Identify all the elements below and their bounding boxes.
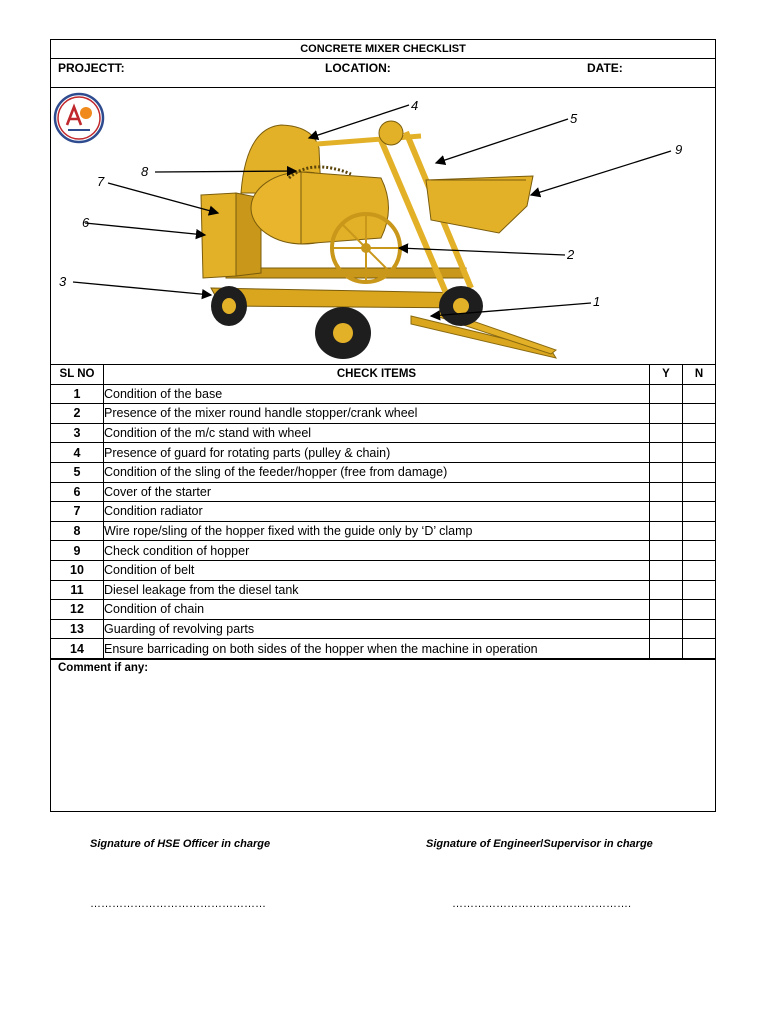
row-number: 3 xyxy=(51,423,104,443)
callout-4: 4 xyxy=(411,98,419,113)
row-check-item: Condition of the m/c stand with wheel xyxy=(104,423,650,443)
yes-checkbox-cell[interactable] xyxy=(650,482,683,502)
row-number: 1 xyxy=(51,384,104,404)
row-check-item: Guarding of revolving parts xyxy=(104,619,650,639)
no-checkbox-cell[interactable] xyxy=(683,482,716,502)
table-row xyxy=(51,619,715,639)
yes-checkbox-cell[interactable] xyxy=(650,639,683,659)
form-title: CONCRETE MIXER CHECKLIST xyxy=(51,40,715,59)
row-number: 6 xyxy=(51,482,104,502)
yes-checkbox-cell[interactable] xyxy=(650,600,683,620)
project-label: PROJECTT: xyxy=(58,61,125,75)
mixer-figure xyxy=(51,88,715,365)
hse-signature-label: Signature of HSE Officer in charge xyxy=(90,838,271,850)
callout-6: 6 xyxy=(82,215,90,230)
row-check-item: Diesel leakage from the diesel tank xyxy=(104,580,650,600)
engineer-signature-label: Signature of Engineer/Supervisor in charge xyxy=(426,838,653,850)
no-checkbox-cell[interactable] xyxy=(683,600,716,620)
callout-9: 9 xyxy=(675,142,683,157)
row-check-item: Cover of the starter xyxy=(104,482,650,502)
yes-checkbox-cell[interactable] xyxy=(650,619,683,639)
yes-checkbox-cell[interactable] xyxy=(650,404,683,424)
row-check-item: Condition radiator xyxy=(104,502,650,522)
row-check-item: Condition of the base xyxy=(104,384,650,404)
no-checkbox-cell[interactable] xyxy=(683,560,716,580)
row-check-item: Condition of chain xyxy=(104,600,650,620)
comment-label: Comment if any: xyxy=(58,661,149,674)
callout-3: 3 xyxy=(59,274,67,289)
callout-7: 7 xyxy=(97,174,105,189)
row-check-item: Condition of belt xyxy=(104,560,650,580)
no-checkbox-cell[interactable] xyxy=(683,443,716,463)
yes-checkbox-cell[interactable] xyxy=(650,443,683,463)
row-number: 5 xyxy=(51,462,104,482)
no-checkbox-cell[interactable] xyxy=(683,502,716,522)
location-label: LOCATION: xyxy=(325,61,391,75)
col-yes: Y xyxy=(650,365,683,384)
no-checkbox-cell[interactable] xyxy=(683,384,716,404)
table-row xyxy=(51,404,715,424)
row-check-item: Presence of the mixer round handle stopper/crank wheel xyxy=(104,404,650,424)
yes-checkbox-cell[interactable] xyxy=(650,580,683,600)
row-check-item: Wire rope/sling of the hopper fixed with the guide only by ‘D’ clamp xyxy=(104,521,650,541)
no-checkbox-cell[interactable] xyxy=(683,541,716,561)
row-number: 14 xyxy=(51,639,104,659)
comment-section[interactable] xyxy=(51,659,715,811)
table-row xyxy=(51,462,715,482)
concrete-mixer-image xyxy=(51,88,715,364)
callout-2: 2 xyxy=(567,247,575,262)
no-checkbox-cell[interactable] xyxy=(683,521,716,541)
table-row xyxy=(51,541,715,561)
no-checkbox-cell[interactable] xyxy=(683,404,716,424)
row-check-item: Presence of guard for rotating parts (pulley & chain) xyxy=(104,443,650,463)
row-number: 9 xyxy=(51,541,104,561)
yes-checkbox-cell[interactable] xyxy=(650,423,683,443)
row-number: 12 xyxy=(51,600,104,620)
yes-checkbox-cell[interactable] xyxy=(650,462,683,482)
no-checkbox-cell[interactable] xyxy=(683,423,716,443)
no-checkbox-cell[interactable] xyxy=(683,619,716,639)
row-check-item: Check condition of hopper xyxy=(104,541,650,561)
table-row xyxy=(51,482,715,502)
col-no: N xyxy=(683,365,716,384)
row-number: 8 xyxy=(51,521,104,541)
table-header-row xyxy=(51,365,715,384)
table-row xyxy=(51,580,715,600)
table-row xyxy=(51,600,715,620)
engineer-signature-line[interactable]: …………………………………………. xyxy=(452,898,632,910)
yes-checkbox-cell[interactable] xyxy=(650,521,683,541)
col-sl-no: SL NO xyxy=(51,365,104,384)
date-label: DATE: xyxy=(587,61,623,75)
table-row xyxy=(51,384,715,404)
row-number: 7 xyxy=(51,502,104,522)
row-check-item: Condition of the sling of the feeder/hopper (free from damage) xyxy=(104,462,650,482)
row-check-item: Ensure barricading on both sides of the hopper when the machine in operation xyxy=(104,639,650,659)
yes-checkbox-cell[interactable] xyxy=(650,502,683,522)
yes-checkbox-cell[interactable] xyxy=(650,384,683,404)
table-row xyxy=(51,521,715,541)
row-number: 10 xyxy=(51,560,104,580)
no-checkbox-cell[interactable] xyxy=(683,462,716,482)
header-info-row xyxy=(51,59,715,88)
row-number: 4 xyxy=(51,443,104,463)
hse-signature-line[interactable]: ………………………………………… xyxy=(90,898,266,910)
row-number: 2 xyxy=(51,404,104,424)
row-number: 11 xyxy=(51,580,104,600)
no-checkbox-cell[interactable] xyxy=(683,580,716,600)
callout-5: 5 xyxy=(570,111,578,126)
table-row xyxy=(51,443,715,463)
yes-checkbox-cell[interactable] xyxy=(650,541,683,561)
col-check-items: CHECK ITEMS xyxy=(104,365,650,384)
table-row xyxy=(51,560,715,580)
checklist-table xyxy=(51,365,715,659)
row-number: 13 xyxy=(51,619,104,639)
table-row xyxy=(51,502,715,522)
callout-8: 8 xyxy=(141,164,149,179)
table-row xyxy=(51,639,715,659)
no-checkbox-cell[interactable] xyxy=(683,639,716,659)
yes-checkbox-cell[interactable] xyxy=(650,560,683,580)
checklist-form xyxy=(50,39,716,812)
callout-1: 1 xyxy=(593,294,601,309)
table-row xyxy=(51,423,715,443)
